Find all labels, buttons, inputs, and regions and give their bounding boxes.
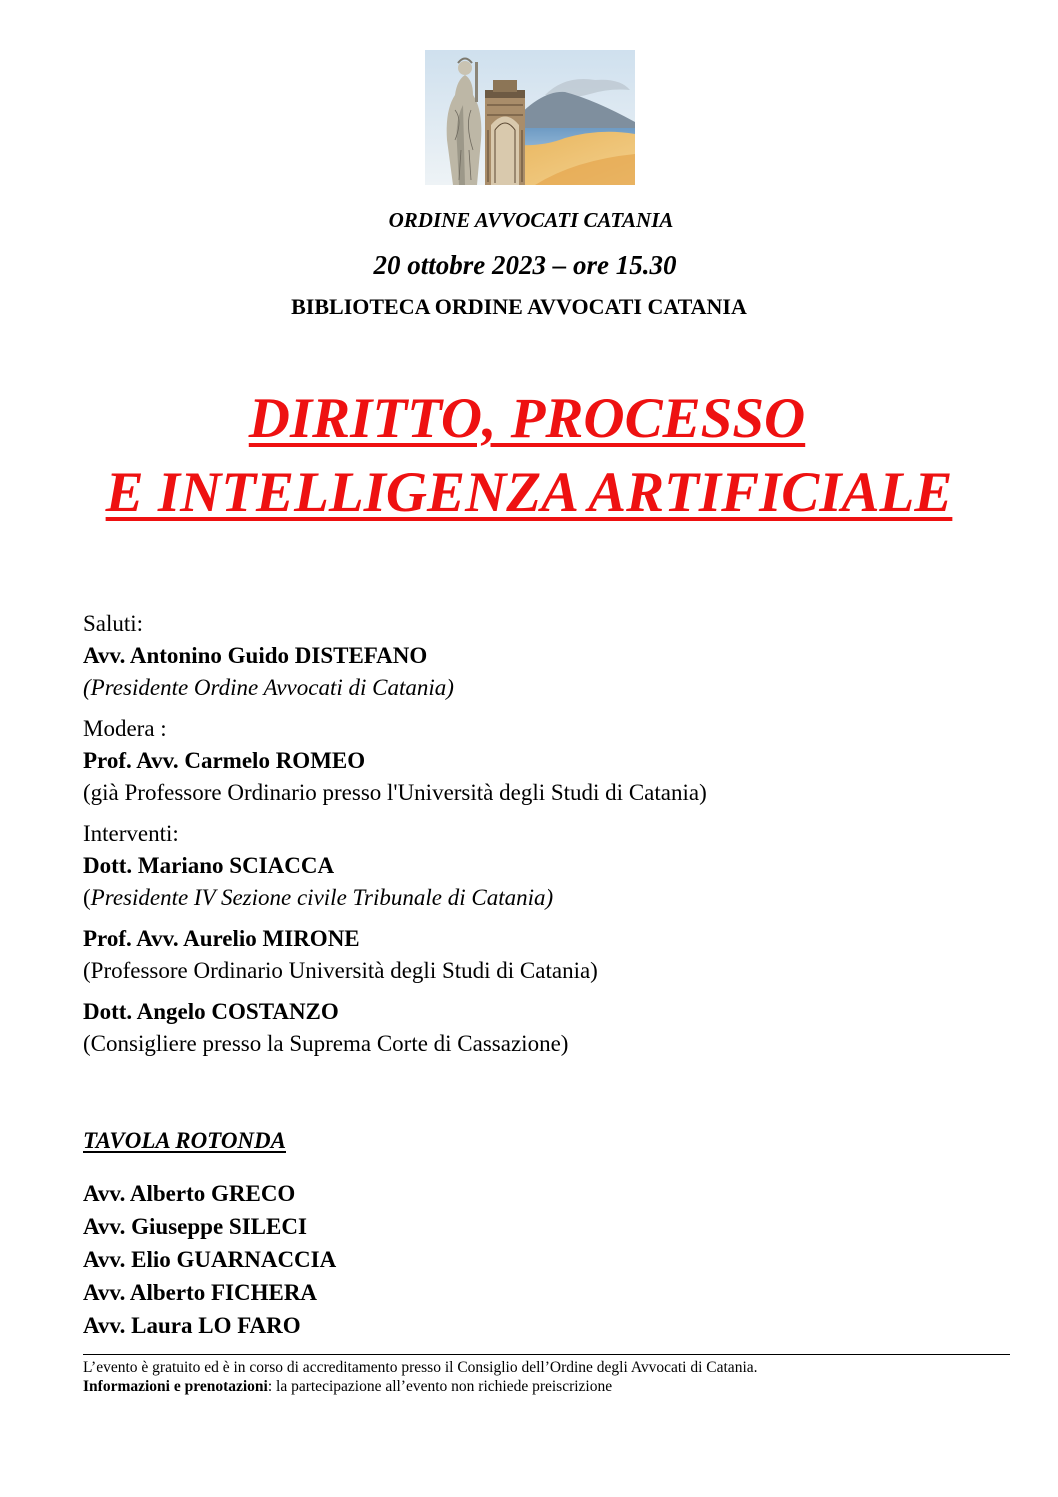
event-date-time: 20 ottobre 2023 – ore 15.30 — [373, 250, 677, 280]
footer-info-label: Informazioni e prenotazioni — [83, 1378, 268, 1395]
tavola-rotonda-members — [83, 1177, 336, 1342]
panel-member: Avv. Alberto FICHERA — [83, 1280, 318, 1305]
panel-member: Avv. Elio GUARNACCIA — [83, 1247, 337, 1272]
speaker-role: (Consigliere presso la Suprema Corte di Cassazione) — [83, 1031, 569, 1056]
event-title-line-2: E INTELLIGENZA ARTIFICIALE — [105, 461, 953, 524]
moderator-role: (già Professore Ordinario presso l'Università degli Studi di Catania) — [83, 780, 707, 805]
footer-info-text: : la partecipazione all’evento non richiede preiscrizione — [267, 1378, 613, 1395]
speaker-name: Dott. Mariano SCIACCA — [83, 853, 335, 878]
speaker-block — [83, 923, 1013, 987]
saluti-speaker-role: (Presidente Ordine Avvocati di Catania) — [83, 675, 454, 700]
speaker-name: Prof. Avv. Aurelio MIRONE — [83, 926, 360, 951]
modera-label: Modera : — [83, 716, 167, 741]
organization-name: ORDINE AVVOCATI CATANIA — [388, 208, 674, 232]
panel-member: Avv. Laura LO FARO — [83, 1313, 301, 1338]
interventi-label: Interventi: — [83, 821, 179, 846]
tavola-rotonda-heading: TAVOLA ROTONDA — [83, 1128, 286, 1153]
speaker-role-open-paren: ( — [83, 885, 91, 910]
interventi-block — [83, 818, 1013, 914]
speaker-role — [83, 882, 1013, 914]
footer-info-note — [83, 1378, 612, 1396]
footer-accreditation-note: L’evento è gratuito ed è in corso di accreditamento presso il Consiglio dell’Ordine degli Avvocati di Catania. — [83, 1359, 758, 1376]
panel-member: Avv. Giuseppe SILECI — [83, 1214, 307, 1239]
saluti-block — [83, 608, 1013, 704]
speaker-name: Dott. Angelo COSTANZO — [83, 999, 339, 1024]
speaker-role-text: Presidente IV Sezione civile Tribunale di Catania) — [90, 885, 554, 910]
event-venue: BIBLIOTECA ORDINE AVVOCATI CATANIA — [291, 294, 747, 319]
modera-block — [83, 713, 1013, 809]
panel-member: Avv. Alberto GRECO — [83, 1181, 296, 1206]
saluti-speaker-name: Avv. Antonino Guido DISTEFANO — [83, 643, 428, 668]
moderator-name: Prof. Avv. Carmelo ROMEO — [83, 748, 366, 773]
saluti-label: Saluti: — [83, 611, 144, 636]
speaker-role: (Professore Ordinario Università degli Studi di Catania) — [83, 958, 598, 983]
speaker-block — [83, 996, 1013, 1060]
catania-illustration — [425, 50, 635, 185]
footer-divider — [83, 1354, 1010, 1355]
event-title-line-1: DIRITTO, PROCESSO — [248, 387, 806, 450]
program-section — [83, 608, 1013, 1069]
